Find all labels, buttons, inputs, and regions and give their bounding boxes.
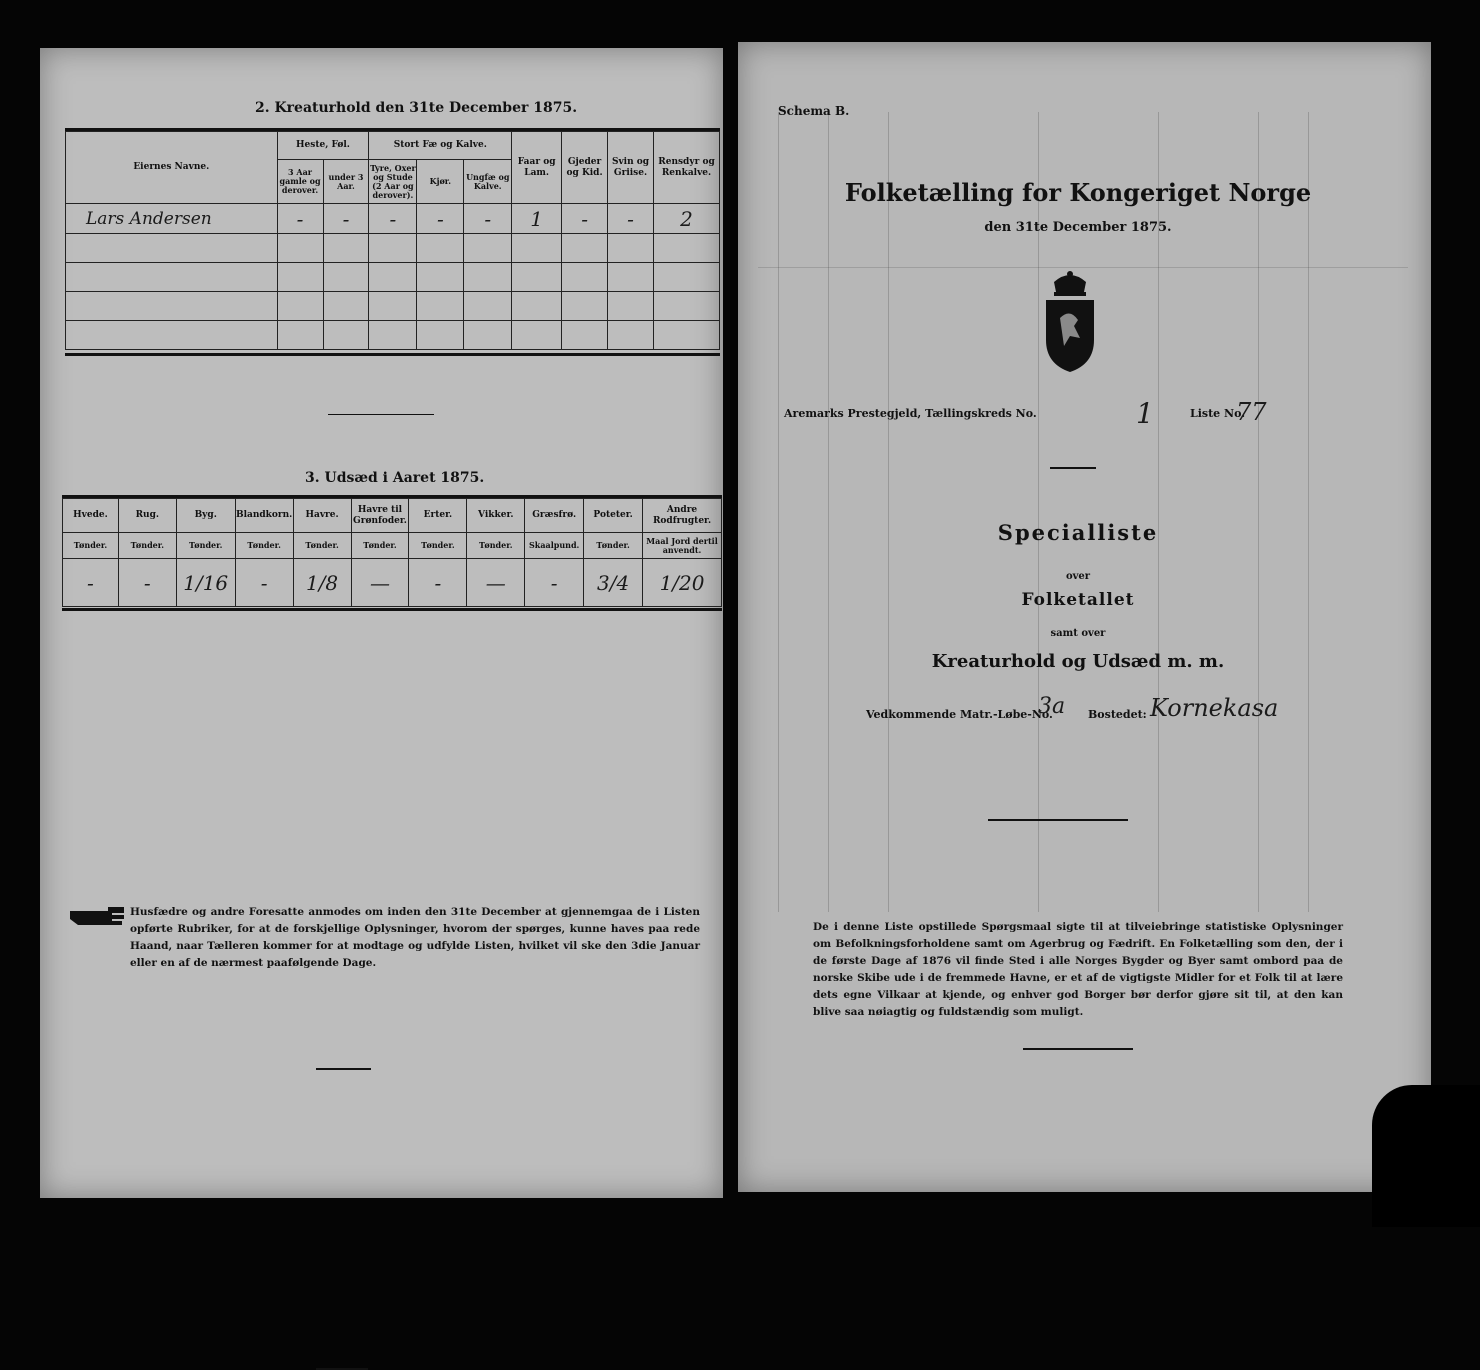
rensdyr-header: Rensdyr og Renkalve. [653,132,719,204]
table-cell: - [369,204,417,234]
table2-bottom-rule [65,353,720,356]
list-label: Liste No. [1190,407,1246,420]
stort-group-header: Stort Fæ og Kalve. [369,132,512,160]
table-cell: 1 [512,204,562,234]
binding-shadow [1372,1085,1480,1227]
matr-value: 3a [1038,694,1066,719]
table-cell: - [464,204,512,234]
stort-sub-1: Tyre, Oxer og Stude (2 Aar og derover). [369,160,417,204]
notice-text: Husfædre og andre Foresatte anmodes om inden den 31te December at gjennemgaa de i Listen opførte Rubriker, for at de forskjellige Oplysninger, hvorom der spørges, kunne haves paa rede Haand, naar Tælleren kommer for at modtage og udfylde Listen, hvilket vil ske den 3die Januar eller en af de nærmest paafølgende Dage. [130,906,700,969]
table-cell: - [323,204,369,234]
col-header: Andre Rodfrugter. [643,499,722,533]
unit-label: Tønder. [409,533,467,559]
right-page [738,42,1431,1192]
faar-header: Faar og Lam. [512,132,562,204]
section2-title: 2. Kreaturhold den 31te December 1875. [255,100,578,116]
bleed-line [778,112,779,912]
table-cell: - [63,559,119,607]
unit-label: Maal Jord dertil anvendt. [643,533,722,559]
bottom-divider [316,1068,371,1070]
sowing-table [62,498,722,607]
unit-label: Tønder. [63,533,119,559]
unit-label: Tønder. [467,533,525,559]
col-header: Byg. [176,499,235,533]
table-cell: - [235,559,293,607]
heste-sub-2: under 3 Aar. [323,160,369,204]
livestock-table [65,131,720,350]
col-header: Erter. [409,499,467,533]
unit-label: Tønder. [176,533,235,559]
district-number: 1 [1136,397,1154,430]
section3-title: 3. Udsæd i Aaret 1875. [305,470,485,486]
col-header: Rug. [118,499,176,533]
stort-sub-3: Ungfæ og Kalve. [464,160,512,204]
col-header: Vikker. [467,499,525,533]
owner-name: Lars Andersen [66,204,278,234]
schema-label: Schema B. [778,104,850,118]
table-row [66,292,720,321]
kreatur-heading: Kreaturhold og Udsæd m. m. [931,651,1225,672]
over-text: over [1065,571,1091,582]
table-cell: 3/4 [584,559,643,607]
unit-label: Tønder. [118,533,176,559]
unit-label: Tønder. [293,533,351,559]
unit-label: Tønder. [351,533,409,559]
table-cell: 1/20 [643,559,722,607]
pointing-hand-icon [68,905,128,931]
divider [328,414,434,415]
col-header: Havre til Grønfoder. [351,499,409,533]
left-page [40,48,723,1198]
intro-paragraph: De i denne Liste opstillede Spørgsmaal sigte til at tilveiebringe statistiske Oplysninger om Befolkningsforholdene samt om Agerbrug og Fædrift. En Folketælling som den, der i de første Dage af 1876 vil finde Sted i alle Norges Bygder og Byer samt ombord paa de norske Skibe ude i de fremmede Havne, er et af de vigtigste Midler for et Folk til at lære dets egne Vilkaar at kjende, og enhver god Borger bør derfor gjøre sit til, at den kan blive saa nøiagtig og fuldstændig som muligt. [813,921,1343,1018]
table-cell: - [409,559,467,607]
main-title: Folketælling for Kongeriget Norge [844,178,1312,207]
table-row [66,234,720,263]
col-header: Havre. [293,499,351,533]
table-row [66,263,720,292]
bleed-line [888,112,889,912]
table-cell: - [562,204,608,234]
specialliste-heading: Specialliste [997,520,1159,545]
bosted-label: Bostedet: [1088,708,1147,721]
table-cell: 1/16 [176,559,235,607]
matr-label: Vedkommende Matr.-Løbe-No. [866,708,1053,721]
table-row [66,204,720,234]
table-cell: - [525,559,584,607]
table-cell: - [608,204,654,234]
table-cell: 1/8 [293,559,351,607]
bottom-divider [1023,1048,1133,1050]
bosted-value: Kornekasa [1150,694,1279,722]
table-cell: 2 [653,204,719,234]
unit-label: Tønder. [235,533,293,559]
table-row [66,321,720,350]
parish-label: Aremarks Prestegjeld, Tællingskreds No. [784,407,1037,420]
bleed-line [1308,112,1309,912]
table3-bottom-rule [62,608,722,611]
title-date: den 31te December 1875. [984,220,1172,235]
stort-sub-2: Kjør. [417,160,464,204]
col-header: Græsfrø. [525,499,584,533]
list-number: 77 [1236,398,1267,426]
col-header: Poteter. [584,499,643,533]
heste-group-header: Heste, Føl. [277,132,369,160]
col-header: Hvede. [63,499,119,533]
divider [988,819,1128,821]
col-header: Blandkorn. [235,499,293,533]
bleed-line [828,112,829,912]
samt-over-text: samt over [1050,628,1106,639]
unit-label: Skaalpund. [525,533,584,559]
table-row [63,559,722,607]
coat-of-arms-icon [1040,268,1100,378]
table-cell: - [118,559,176,607]
unit-label: Tønder. [584,533,643,559]
table-cell: - [417,204,464,234]
owner-header: Eiernes Navne. [66,132,278,204]
folketallet-heading: Folketallet [1021,590,1135,610]
table-cell: — [467,559,525,607]
divider [1050,467,1096,469]
svin-header: Svin og Griise. [608,132,654,204]
gjeder-header: Gjeder og Kid. [562,132,608,204]
bleed-line [1258,112,1259,912]
table-cell: — [351,559,409,607]
table-cell: - [277,204,323,234]
heste-sub-1: 3 Aar gamle og derover. [277,160,323,204]
